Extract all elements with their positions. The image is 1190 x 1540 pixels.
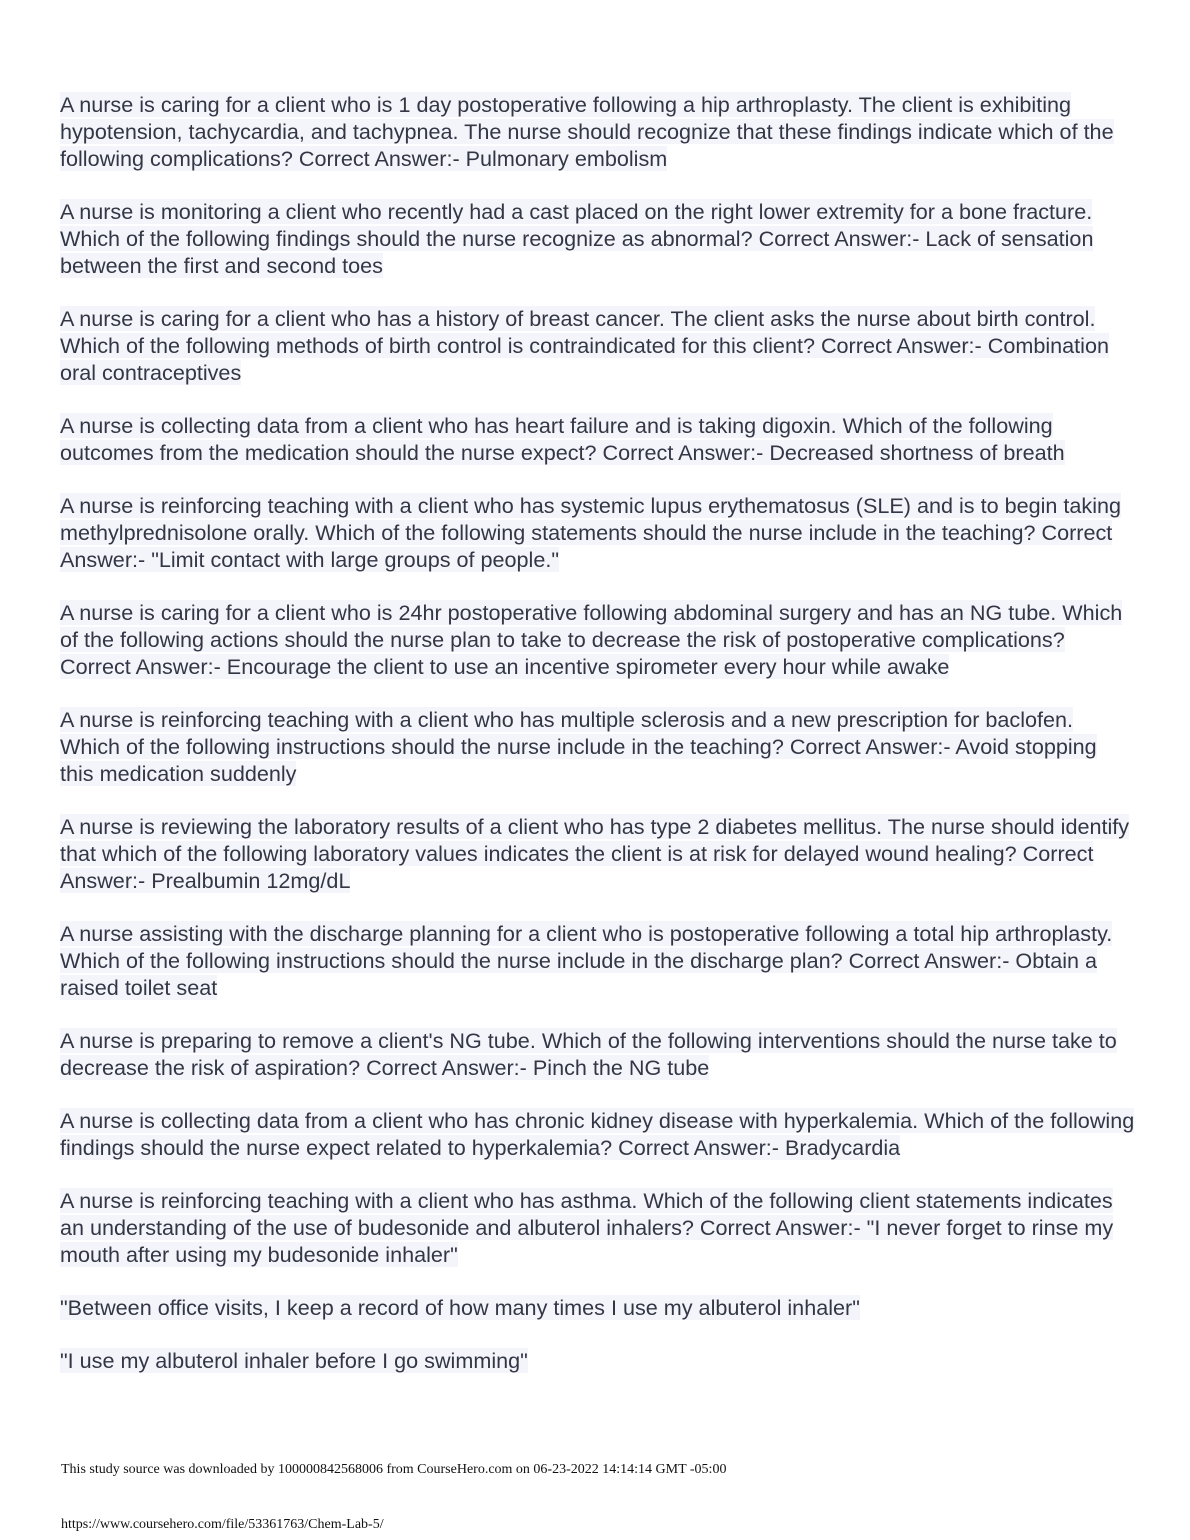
qa-text: "I use my albuterol inhaler before I go swimming" [60,1348,528,1373]
qa-item-8 [60,813,1135,894]
qa-text: A nurse is collecting data from a client who has heart failure and is taking digoxin. Which of the following outcomes from the medication should the nurse expect? Correct Answer:- Decreased shortness of breath [60,413,1065,465]
qa-item-13 [60,1294,1135,1321]
qa-item-2 [60,198,1135,279]
qa-text: "Between office visits, I keep a record of how many times I use my albuterol inhaler" [60,1295,860,1320]
qa-text: A nurse is reinforcing teaching with a client who has multiple sclerosis and a new prescription for baclofen. Which of the following instructions should the nurse include in the teaching? Correct Answer:- Avoid stopping this medication suddenly [60,707,1097,786]
qa-text: A nurse is caring for a client who is 1 day postoperative following a hip arthroplasty. The client is exhibiting hypotension, tachycardia, and tachypnea. The nurse should recognize that these findings indicate which of the following complications? Correct Answer:- Pulmonary embolism [60,92,1114,171]
qa-item-10 [60,1027,1135,1081]
qa-text: A nurse assisting with the discharge planning for a client who is postoperative following a total hip arthroplasty. Which of the following instructions should the nurse include in the discharge plan? Correct Answer:- Obtain a raised toilet seat [60,921,1113,1000]
qa-item-12 [60,1187,1135,1268]
qa-item-9 [60,920,1135,1001]
qa-item-11 [60,1107,1135,1161]
qa-item-7 [60,706,1135,787]
download-notice: This study source was downloaded by 100000842568006 from CourseHero.com on 06-23-2022 14:14:14 GMT -05:00 [61,1462,727,1477]
document-body [60,91,1135,1400]
qa-item-4 [60,412,1135,466]
qa-text: A nurse is reviewing the laboratory results of a client who has type 2 diabetes mellitus. The nurse should identify that which of the following laboratory values indicates the client is at risk for delayed wound healing? Correct Answer:- Prealbumin 12mg/dL [60,814,1130,893]
qa-text: A nurse is preparing to remove a client's NG tube. Which of the following interventions should the nurse take to decrease the risk of aspiration? Correct Answer:- Pinch the NG tube [60,1028,1117,1080]
qa-text: A nurse is reinforcing teaching with a client who has asthma. Which of the following client statements indicates an understanding of the use of budesonide and albuterol inhalers? Correct Answer:- "I never forget to rinse my mouth after using my budesonide inhaler" [60,1188,1114,1267]
qa-item-6 [60,599,1135,680]
source-url: https://www.coursehero.com/file/53361763/Chem-Lab-5/ [61,1517,384,1532]
qa-text: A nurse is caring for a client who is 24hr postoperative following abdominal surgery and has an NG tube. Which of the following actions should the nurse plan to take to decrease the risk of postoperative complications? Correct Answer:- Encourage the client to use an incentive spirometer every hour while awake [60,600,1123,679]
qa-item-3 [60,305,1135,386]
qa-text: A nurse is caring for a client who has a history of breast cancer. The client asks the nurse about birth control. Which of the following methods of birth control is contraindicated for this client? Correct Answer:- Combination oral contraceptives [60,306,1109,385]
qa-item-1 [60,91,1135,172]
qa-text: A nurse is reinforcing teaching with a client who has systemic lupus erythematosus (SLE) and is to begin taking methylprednisolone orally. Which of the following statements should the nurse include in the teaching? Correct Answer:- "Limit contact with large groups of people." [60,493,1122,572]
qa-text: A nurse is collecting data from a client who has chronic kidney disease with hyperkalemia. Which of the following findings should the nurse expect related to hyperkalemia? Correct Answer:- Bradycardia [60,1108,1135,1160]
qa-item-5 [60,492,1135,573]
qa-text: A nurse is monitoring a client who recently had a cast placed on the right lower extremity for a bone fracture. Which of the following findings should the nurse recognize as abnormal? Correct Answer:- Lack of sensation between the first and second toes [60,199,1094,278]
qa-item-14 [60,1347,1135,1374]
